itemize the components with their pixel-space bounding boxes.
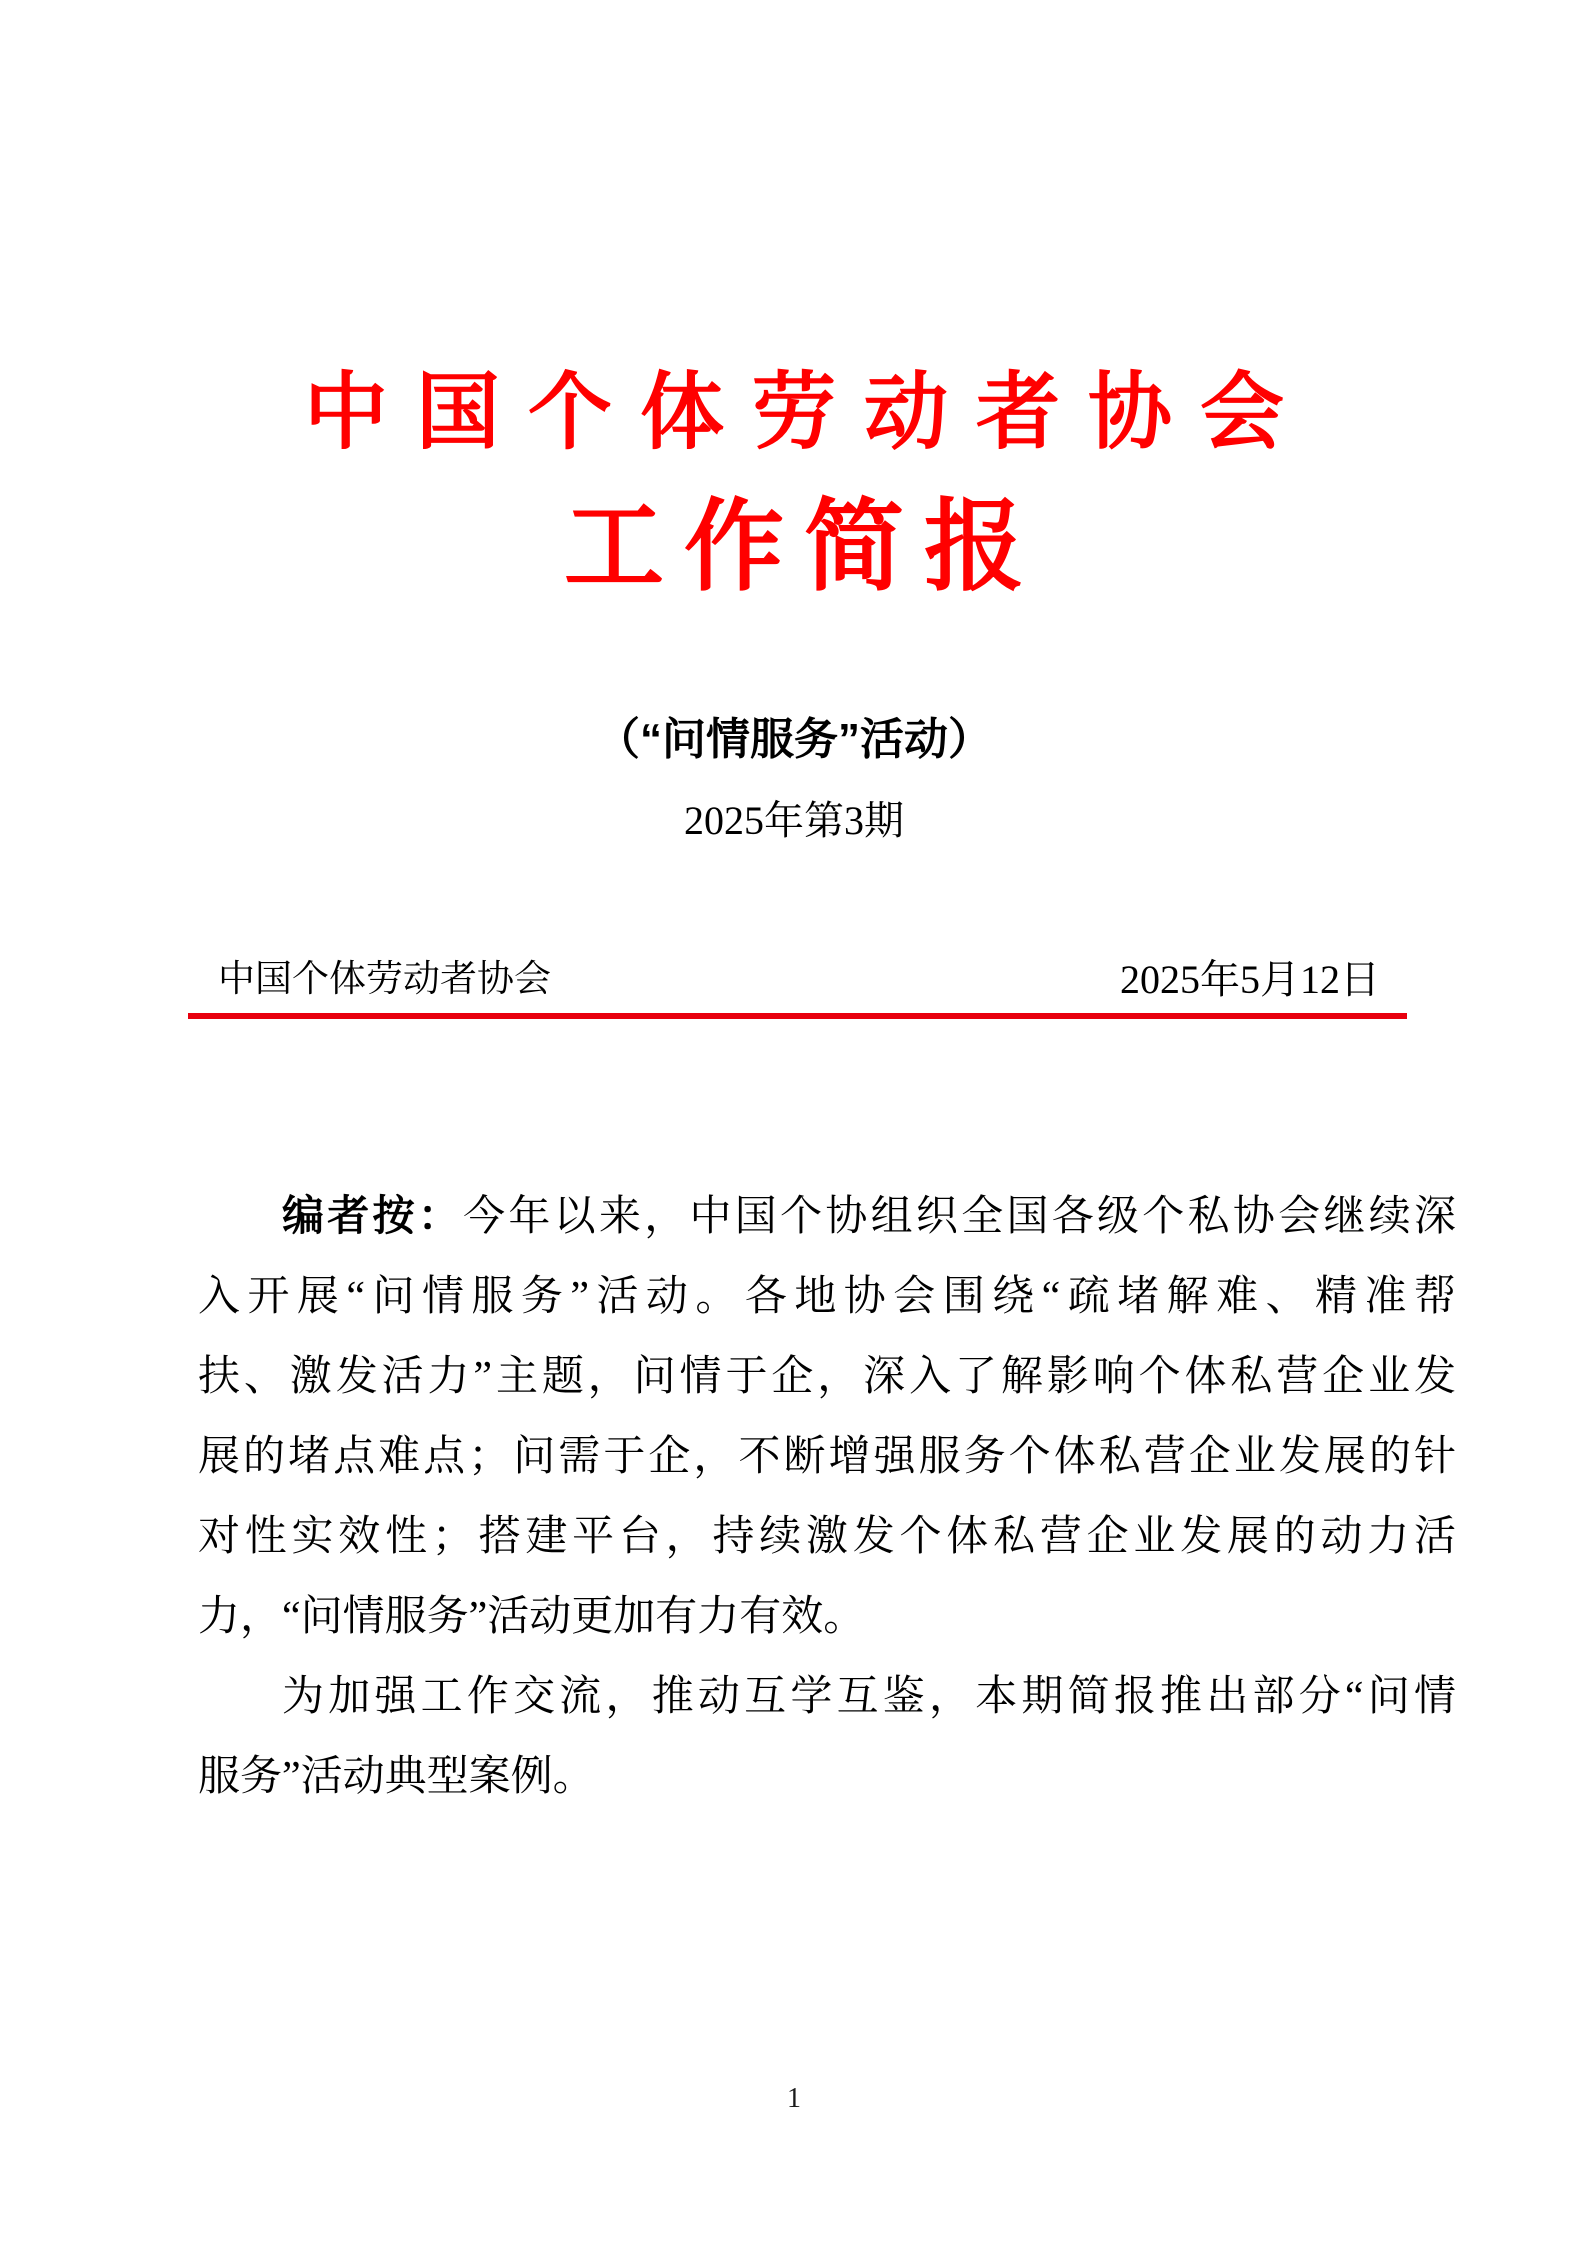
masthead-row [0,956,1588,1004]
body-line-text: 今年以来，中国个协组织全国各级个私协会继续深 [463,1194,1456,1240]
org-title: 中国个体劳动者协会 [303,367,1312,460]
masthead-date: 2025年5月12日 [1120,957,1380,1002]
body-line: 展的堵点难点；问需于企，不断增强服务个体私营企业发展的针 [198,1434,1456,1480]
body-line [198,1176,1456,1257]
body-line: 扶、激发活力”主题，问情于企，深入了解影响个体私营企业发 [198,1354,1456,1400]
body-line: 为加强工作交流，推动互学互鉴，本期简报推出部分“问情 [282,1674,1456,1720]
body-line: 入开展“问情服务”活动。各地协会围绕“疏堵解难、精准帮 [198,1274,1456,1320]
editor-note-label: 编者按： [282,1192,464,1239]
body-line: 力，“问情服务”活动更加有力有效。 [198,1594,866,1640]
masthead-org-name: 中国个体劳动者协会 [218,959,551,1000]
activity-subtitle: （“问情服务”活动） [596,715,992,764]
body-line: 服务”活动典型案例。 [198,1754,595,1800]
body-line: 对性实效性；搭建平台，持续激发个体私营企业发展的动力活 [198,1514,1456,1560]
page-number: 1 [787,2083,801,2114]
divider-rule [188,1013,1407,1019]
bulletin-title: 工作简报 [564,492,1044,603]
issue-number: 2025年第3期 [684,798,904,843]
body-text [198,1176,1456,1817]
